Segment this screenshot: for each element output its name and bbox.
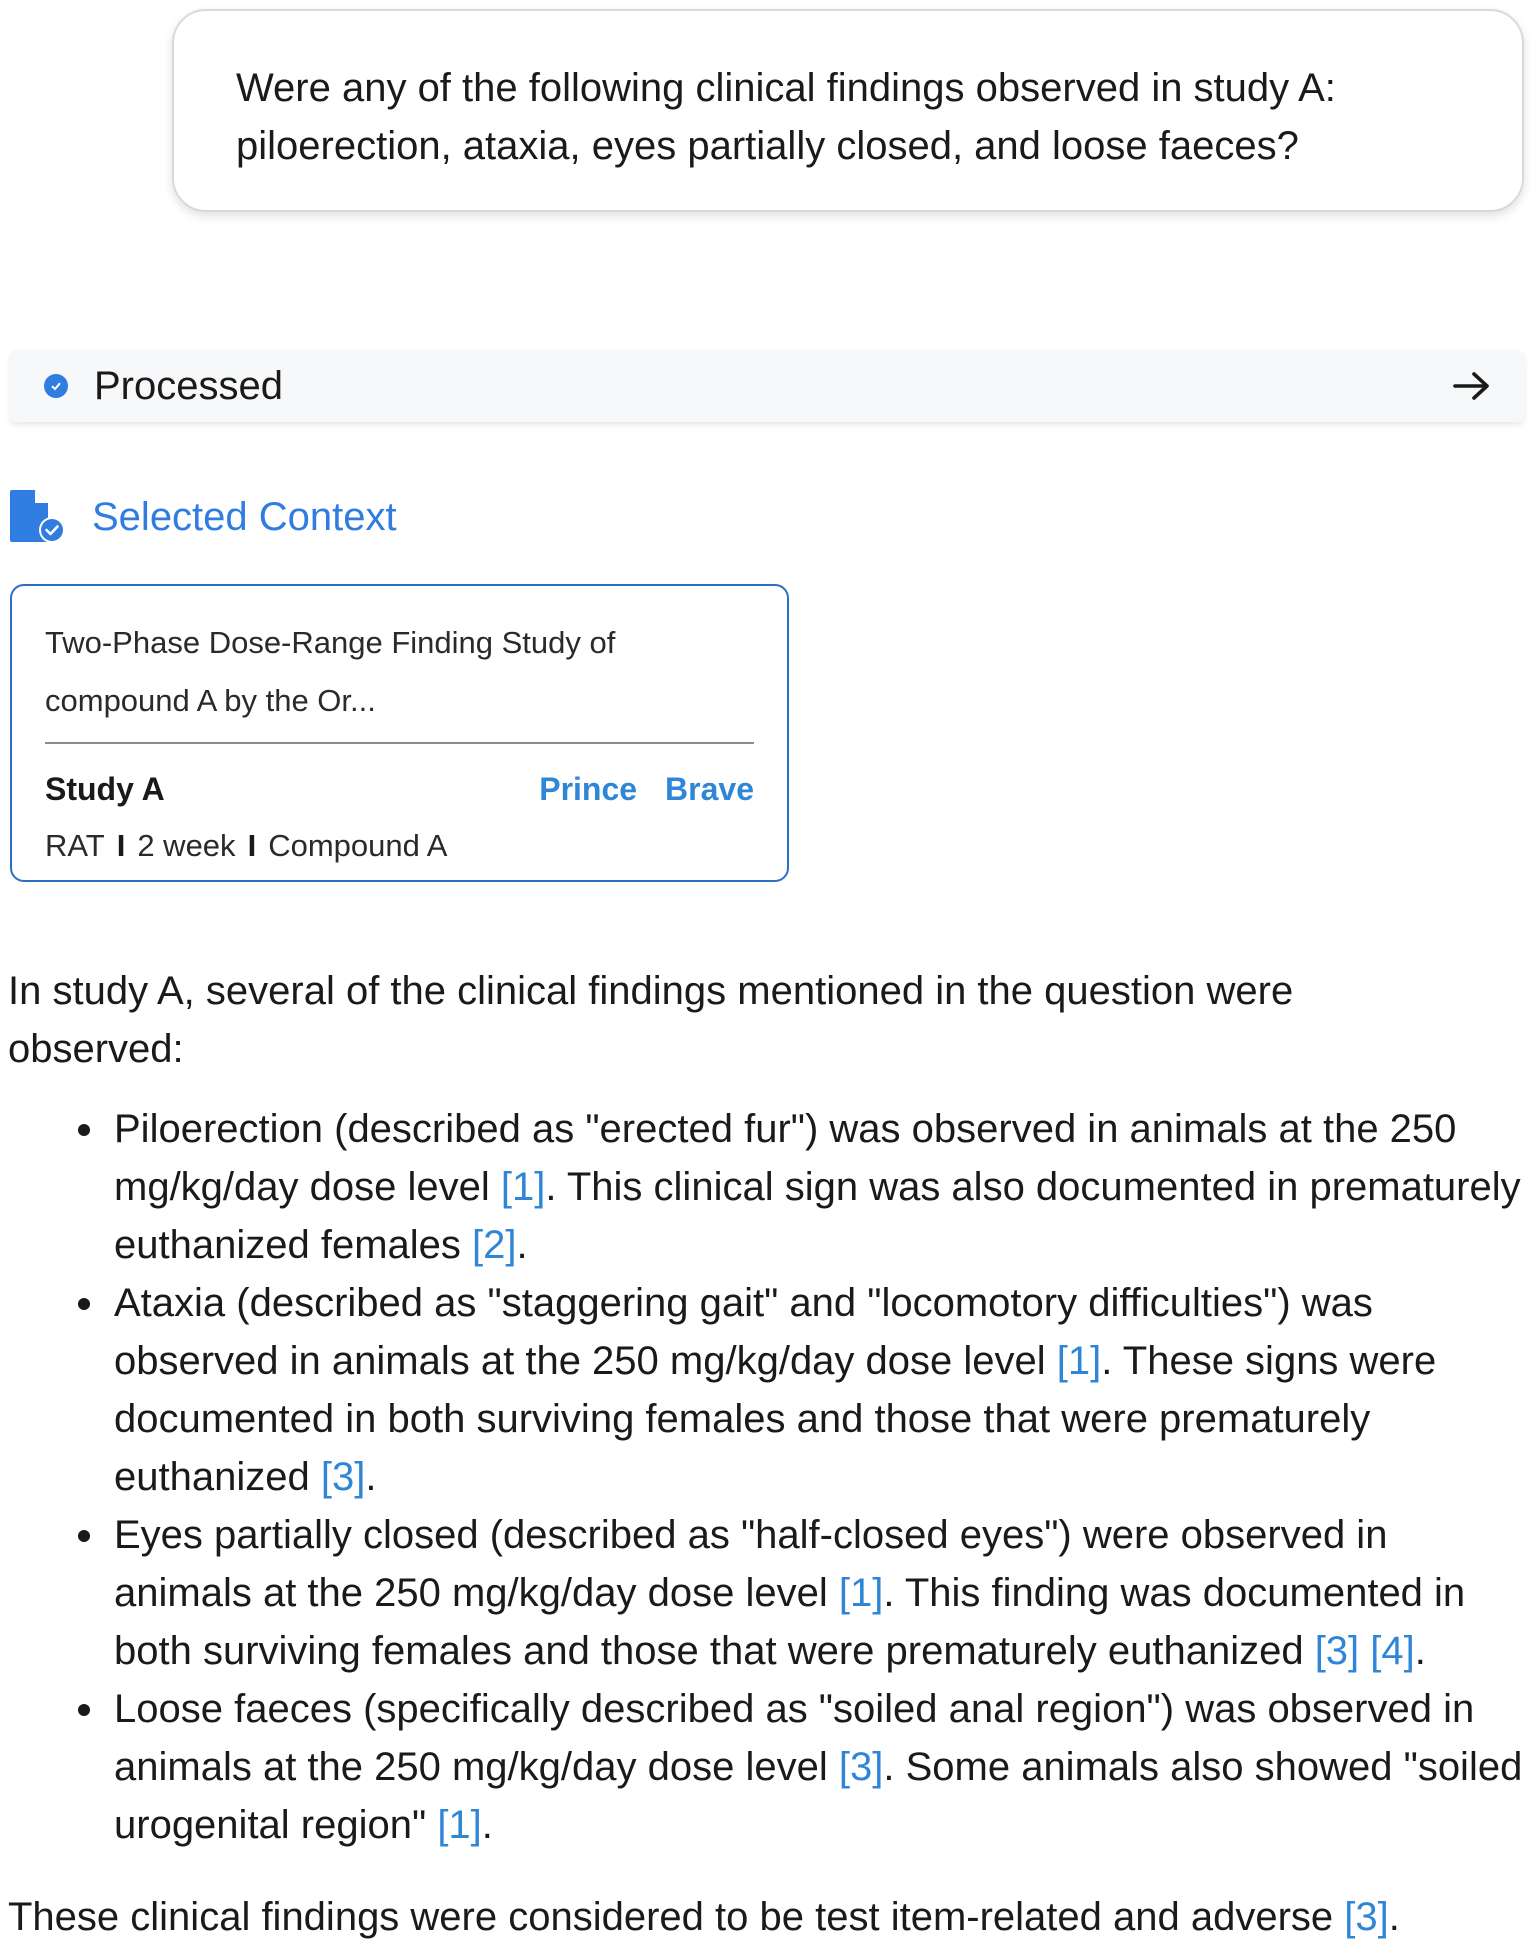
citation-link[interactable]: [3]	[838, 1745, 884, 1789]
status-label: Processed	[94, 363, 283, 408]
citation-link[interactable]: [1]	[838, 1571, 884, 1615]
conclusion-end: .	[1388, 1895, 1400, 1939]
card-meta-separator: I	[116, 828, 126, 863]
citation-link[interactable]: [3]	[320, 1455, 366, 1499]
bullet-text: .	[365, 1455, 377, 1499]
citation-link[interactable]: [3]	[1344, 1895, 1389, 1939]
bullet-text: . Some animals also showed "soiled urogenital region"	[114, 1745, 1523, 1847]
bullet-text: . This finding was documented in both surviving females and those that were prematurely euthanized	[114, 1571, 1466, 1673]
bullet-text: .	[1414, 1629, 1426, 1673]
list-item	[8, 1506, 1528, 1680]
bullet-text: .	[516, 1223, 528, 1267]
citation-link[interactable]: [1]	[437, 1803, 482, 1847]
card-tag-prince: Prince	[539, 770, 638, 807]
bullet-text: .	[481, 1803, 493, 1847]
processing-status-bar[interactable]	[10, 350, 1524, 422]
card-tags	[539, 771, 754, 808]
answer-intro: In study A, several of the clinical findings mentioned in the question were observed:	[8, 969, 1294, 1071]
bullet-text: Ataxia (described as "staggering gait" and "locomotory difficulties") was observed in animals at the 250 mg/kg/day dose level	[114, 1281, 1373, 1383]
citation-link[interactable]: [2]	[472, 1223, 517, 1267]
citation-link[interactable]: [1]	[1056, 1339, 1102, 1383]
list-item	[8, 1274, 1528, 1506]
answer-conclusion	[8, 1888, 1528, 1946]
question-text: Were any of the following clinical findings observed in study A: piloerection, ataxia, eyes partially closed, and loose faeces?	[236, 66, 1336, 168]
citation-link[interactable]: [1]	[500, 1165, 546, 1209]
context-document-card[interactable]	[10, 584, 789, 882]
check-circle-icon	[44, 374, 68, 398]
conclusion-text: These clinical findings were considered to be test item-related and adverse	[8, 1895, 1345, 1939]
user-question-bubble	[172, 9, 1524, 212]
card-tag-brave: Brave	[665, 770, 754, 807]
document-check-icon	[8, 488, 66, 546]
card-meta-compound: Compound A	[268, 828, 448, 863]
card-document-title-line1: Two-Phase Dose-Range Finding Study of	[45, 625, 616, 660]
card-document-title-line2: compound A by the Or...	[45, 683, 376, 718]
bullet-text	[1359, 1629, 1370, 1673]
bullet-text: Eyes partially closed (described as "half-closed eyes") were observed in animals at the 250 mg/kg/day dose level	[114, 1513, 1388, 1615]
card-meta	[45, 828, 754, 864]
bullet-text: Piloerection (described as "erected fur") was observed in animals at the 250 mg/kg/day dose level	[114, 1107, 1457, 1209]
card-meta-species: RAT	[45, 828, 105, 863]
list-item	[8, 1680, 1528, 1854]
bullet-text: . This clinical sign was also documented in prematurely euthanized females	[114, 1165, 1521, 1267]
card-meta-separator: I	[247, 828, 257, 863]
list-item	[8, 1100, 1528, 1274]
arrow-right-icon[interactable]	[1450, 368, 1494, 404]
citation-link[interactable]: [3]	[1314, 1629, 1360, 1673]
assistant-answer	[8, 962, 1528, 1946]
card-meta-duration: 2 week	[137, 828, 236, 863]
selected-context-title: Selected Context	[92, 494, 397, 539]
selected-context-header	[8, 488, 397, 546]
findings-list	[8, 1100, 1528, 1854]
bullet-text: . These signs were documented in both surviving females and those that were prematurely euthanized	[114, 1339, 1437, 1499]
card-study-name: Study A	[45, 770, 165, 807]
card-divider	[45, 742, 754, 744]
card-study-row	[45, 768, 754, 810]
card-document-title	[45, 614, 754, 730]
citation-link[interactable]: [4]	[1370, 1629, 1415, 1673]
bullet-text: Loose faeces (specifically described as "soiled anal region") was observed in animals at the 250 mg/kg/day dose level	[114, 1687, 1475, 1789]
